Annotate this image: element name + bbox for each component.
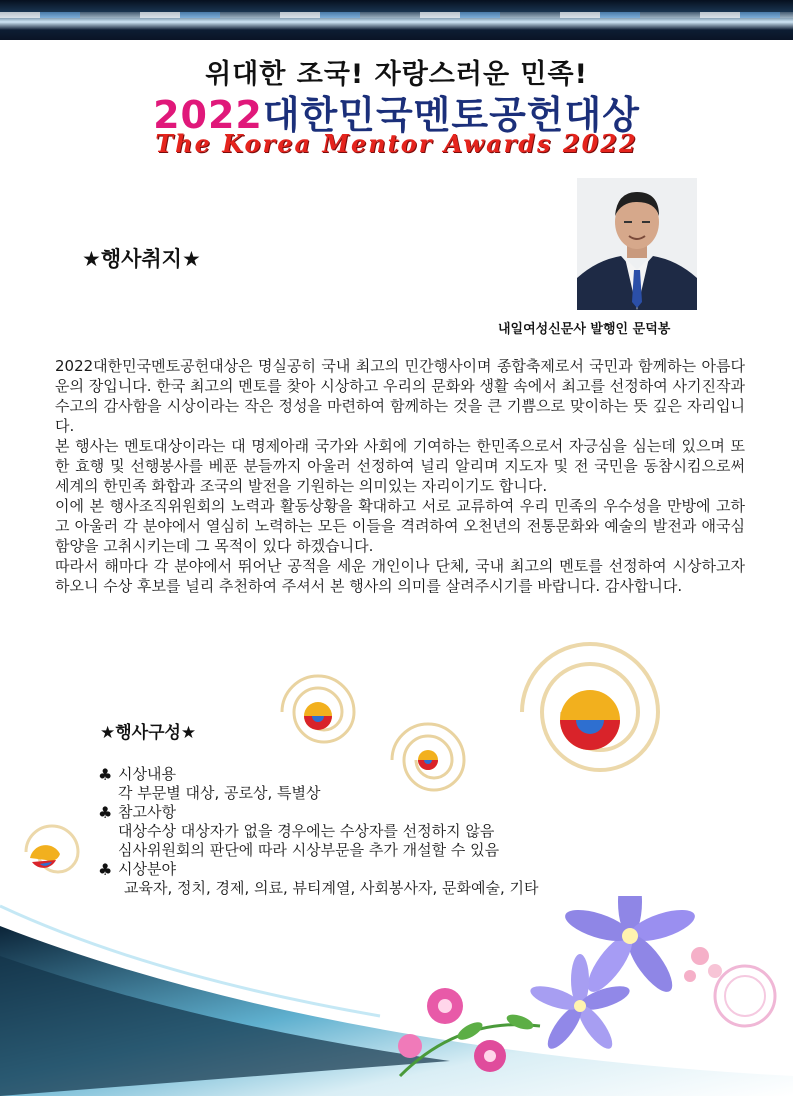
publisher-photo: [577, 178, 697, 310]
flower-icon: [398, 896, 775, 1076]
composition-heading: ★행사구성★: [100, 723, 197, 743]
paragraph: 본 행사는 멘토대상이라는 대 명제아래 국가와 사회에 기여하는 한민족으로서 자긍심을 심는데 있으며 또한 효행 및 선행봉사를 베푼 분들까지 아울러 선정하여 널리 알리며 지도자 및 전 국민을 동참시킴으로써 세계의 한민족 화합과 조국의 발전을 기원하는 의미있는 자리이기도 합니다.: [55, 437, 745, 495]
item-title: 참고사항: [118, 803, 176, 821]
top-banner: [0, 0, 793, 40]
swirl-icon: [26, 826, 78, 872]
title-name: 대한민국멘토공헌대상: [262, 93, 640, 137]
purpose-heading: ★행사취지★: [82, 247, 201, 271]
composition-list: [98, 765, 539, 898]
paragraph: 이에 본 행사조직위원회의 노력과 활동상황을 확대하고 서로 교류하여 우리 민족의 우수성을 만방에 고하고 아울러 각 분야에서 열심히 노력하는 모든 이들을 격려하여 오천년의 전통문화와 예술의 발전과 애국심 함양을 고취시키는데 그 목적이 있다 하겠습니다.: [55, 497, 745, 555]
purpose-body: [55, 356, 745, 596]
title-year: 2022: [153, 93, 263, 137]
english-subtitle: The Korea Mentor Awards 2022: [155, 129, 638, 158]
item-title: 시상내용: [118, 765, 176, 783]
bottom-decoration: [0, 896, 793, 1096]
slogan: 위대한 조국! 자랑스러운 민족!: [205, 59, 588, 90]
paragraph: 따라서 해마다 각 분야에서 뛰어난 공적을 세운 개인이나 단체, 국내 최고의 멘토를 선정하여 시상하고자 하오니 수상 후보를 널리 추천하여 주셔서 본 행사의 의미를 살려주시기를 바랍니다. 감사합니다.: [55, 557, 745, 595]
item-line: 교육자, 정치, 경제, 의료, 뷰티계열, 사회봉사자, 문화예술, 기타: [124, 879, 539, 897]
swirl-icon: [522, 644, 658, 770]
club-icon: ♣: [98, 860, 113, 879]
swirl-icon: [282, 676, 354, 742]
list-item: [98, 803, 539, 822]
list-item: [98, 765, 539, 784]
club-icon: ♣: [98, 765, 113, 784]
item-line: 대상수상 대상자가 없을 경우에는 수상자를 선정하지 않음: [118, 822, 495, 840]
item-line: 각 부문별 대상, 공로상, 특별상: [118, 784, 321, 802]
paragraph: 2022대한민국멘토공헌대상은 명실공히 국내 최고의 민간행사이며 종합축제로서 국민과 함께하는 아름다운의 장입니다. 한국 최고의 멘토를 찾아 시상하고 우리의 문화와 생활 속에서 최고를 선정하여 사기진작과 수고의 감사함을 시상이라는 작은 정성을 마련하여 함께하는 것을 큰 기쁨으로 맞이하는 뜻 깊은 자리입니다.: [55, 357, 745, 435]
club-icon: ♣: [98, 803, 113, 822]
photo-caption: 내일여성신문사 발행인 문덕봉: [498, 322, 671, 337]
list-item: [98, 860, 539, 879]
item-line: 심사위원회의 판단에 따라 시상부문을 추가 개설할 수 있음: [118, 841, 500, 859]
item-title: 시상분야: [118, 860, 176, 878]
